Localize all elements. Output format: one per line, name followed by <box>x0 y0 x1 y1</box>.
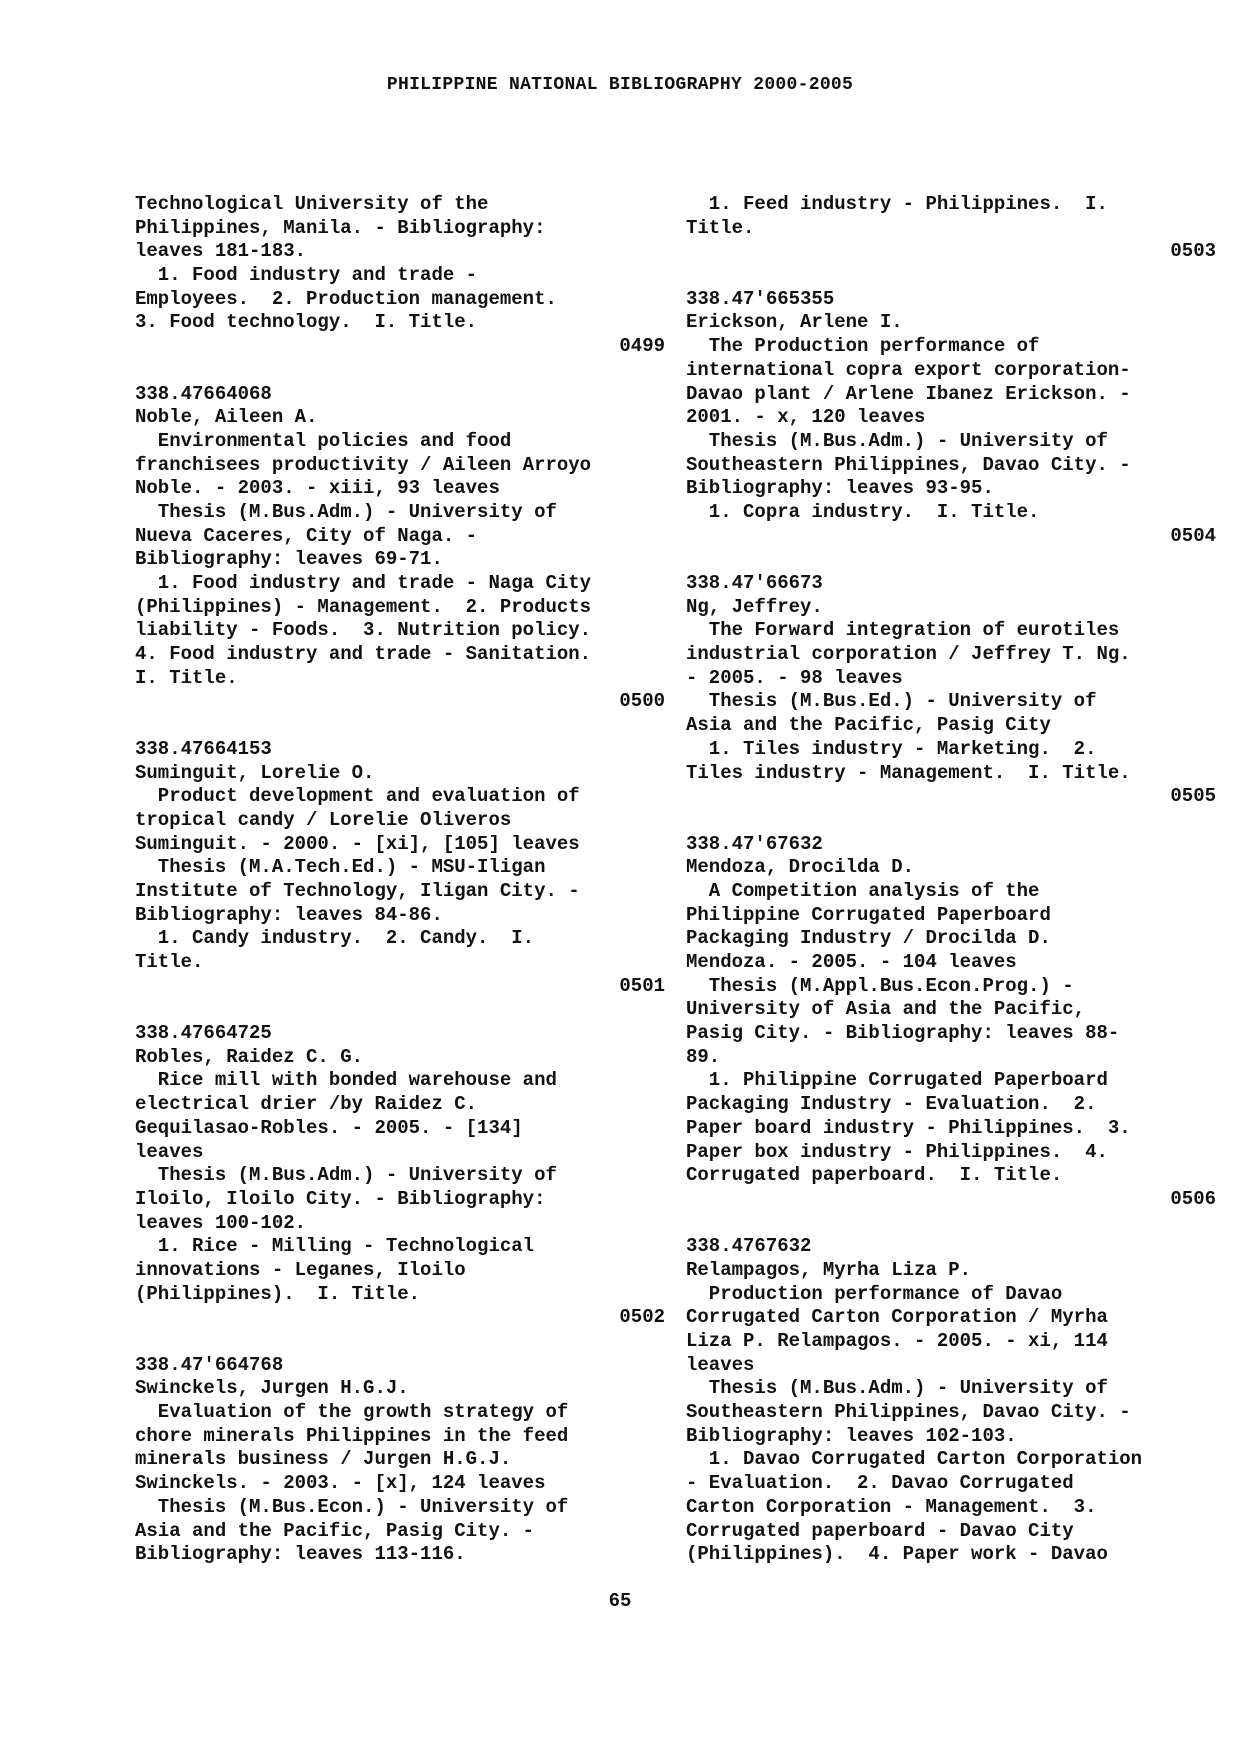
entry-line: 1. Food industry and trade - <box>135 264 478 287</box>
entry-line: 338.4767632 <box>686 1235 812 1258</box>
entry-line: Environmental policies and food <box>135 429 512 452</box>
entry-line: Asia and the Pacific, Pasig City <box>686 714 1051 737</box>
entry-line: Thesis (M.Appl.Bus.Econ.Prog.) - <box>686 974 1074 997</box>
entry-line: 1. Tiles industry - Marketing. 2. <box>686 737 1097 760</box>
entry-line: 338.47'67632 <box>686 832 823 855</box>
blank-line <box>135 359 665 383</box>
right-column <box>686 193 1216 1567</box>
entry-line: Suminguit, Lorelie O. <box>135 761 375 784</box>
entry-line: Suminguit. - 2000. - [xi], [105] leaves <box>135 832 580 855</box>
entry-line: Product development and evaluation of <box>135 785 580 808</box>
entry-line: 338.47'664768 <box>135 1353 284 1376</box>
entry-line: 1. Philippine Corrugated Paperboard <box>686 1069 1108 1092</box>
entry-line: Technological University of the <box>135 193 489 215</box>
entry-line: 338.47664068 <box>135 382 272 405</box>
entry-line: A Competition analysis of the <box>686 879 1040 902</box>
entry-line: Mendoza, Drocilda D. <box>686 856 915 879</box>
blank-line <box>135 714 665 738</box>
entry-line: 2001. - x, 120 leaves <box>686 406 926 429</box>
blank-line <box>686 264 1216 288</box>
entry-line: Davao plant / Arlene Ibanez Erickson. - <box>686 382 1131 405</box>
entry-line: Ng, Jeffrey. <box>686 595 823 618</box>
entry-line: leaves <box>686 1353 755 1376</box>
entry-number: 0499 <box>619 335 665 358</box>
entry-line: 1. Feed industry - Philippines. I. <box>686 193 1108 215</box>
entry-line: 1. Davao Corrugated Carton Corporation <box>686 1448 1143 1471</box>
entry-number: 0503 <box>1170 240 1216 263</box>
entry-line: Thesis (M.Bus.Adm.) - University of <box>135 1164 557 1187</box>
entry-line: Southeastern Philippines, Davao City. - <box>686 1401 1131 1424</box>
entry-line: Bibliography: leaves 102-103. <box>686 1424 1017 1447</box>
entry-line: I. Title. <box>135 666 238 689</box>
entry-number: 0502 <box>619 1306 665 1329</box>
entry-line: 338.47664153 <box>135 737 272 760</box>
blank-line <box>135 998 665 1022</box>
entry-line: Institute of Technology, Iligan City. - <box>135 879 580 902</box>
entry-line: Swinckels, Jurgen H.G.J. <box>135 1377 409 1400</box>
entry-line: 89. <box>686 1045 721 1068</box>
entry-line: Evaluation of the growth strategy of <box>135 1401 569 1424</box>
entry-line: Tiles industry - Management. I. Title. <box>686 761 1131 784</box>
entry-line: industrial corporation / Jeffrey T. Ng. <box>686 643 1131 666</box>
entry-number: 0500 <box>619 690 665 713</box>
entry-line: (Philippines). 4. Paper work - Davao <box>686 1543 1108 1566</box>
entry-line: international copra export corporation- <box>686 358 1131 381</box>
entry-line: (Philippines). I. Title. <box>135 1282 421 1305</box>
entry-line: 338.47'665355 <box>686 287 835 310</box>
entry-line: Bibliography: leaves 69-71. <box>135 548 443 571</box>
entry-line: liability - Foods. 3. Nutrition policy. <box>135 619 592 642</box>
entry-line: Corrugated Carton Corporation / Myrha <box>686 1306 1108 1329</box>
entry-line: 338.47'66673 <box>686 572 823 594</box>
entry-line: franchisees productivity / Aileen Arroyo <box>135 453 592 476</box>
entry-line: Packaging Industry - Evaluation. 2. <box>686 1093 1097 1116</box>
blank-line <box>135 1330 665 1354</box>
entry-line: leaves 181-183. <box>135 240 307 263</box>
entry-line: Noble, Aileen A. <box>135 406 318 429</box>
entry-line: Corrugated paperboard. I. Title. <box>686 1164 1063 1187</box>
entry-line: Thesis (M.Bus.Ed.) - University of <box>686 690 1097 713</box>
entry-line: Liza P. Relampagos. - 2005. - xi, 114 <box>686 1330 1108 1352</box>
entry-line: Bibliography: leaves 113-116. <box>135 1543 466 1566</box>
entry-line: 4. Food industry and trade - Sanitation. <box>135 643 592 666</box>
entry-line: Bibliography: leaves 84-86. <box>135 903 443 926</box>
entry-line: innovations - Leganes, Iloilo <box>135 1258 466 1281</box>
entry-number: 0504 <box>1170 524 1216 547</box>
entry-line: Employees. 2. Production management. <box>135 287 557 310</box>
entry-line: - Evaluation. 2. Davao Corrugated <box>686 1472 1074 1495</box>
entry-line: Pasig City. - Bibliography: leaves 88- <box>686 1022 1120 1045</box>
entry-line: Carton Corporation - Management. 3. <box>686 1495 1097 1518</box>
entry-line: leaves <box>135 1140 204 1163</box>
entry-line: Thesis (M.Bus.Adm.) - University of <box>686 1377 1108 1400</box>
entry-number: 0501 <box>619 974 665 997</box>
entry-line: leaves 100-102. <box>135 1211 307 1234</box>
page-header: PHILIPPINE NATIONAL BIBLIOGRAPHY 2000-2005 <box>386 75 854 95</box>
entry-line: 338.47664725 <box>135 1022 272 1045</box>
entry-line: Philippine Corrugated Paperboard <box>686 903 1051 926</box>
entry-line: Philippines, Manila. - Bibliography: <box>135 216 546 239</box>
entry-line: Thesis (M.Bus.Econ.) - University of <box>135 1495 569 1518</box>
entry-line: 3. Food technology. I. Title. <box>135 311 478 334</box>
entry-line: Relampagos, Myrha Liza P. <box>686 1258 972 1281</box>
entry-line: Iloilo, Iloilo City. - Bibliography: <box>135 1187 546 1210</box>
entry-line: Nueva Caceres, City of Naga. - <box>135 524 478 547</box>
entry-line: 1. Rice - Milling - Technological <box>135 1235 535 1258</box>
entry-number: 0506 <box>1170 1187 1216 1210</box>
entry-line: The Forward integration of eurotiles <box>686 619 1120 642</box>
entry-line: 1. Food industry and trade - Naga City <box>135 572 592 594</box>
entry-line: Mendoza. - 2005. - 104 leaves <box>686 951 1017 973</box>
entry-number: 0505 <box>1170 785 1216 808</box>
entry-line: electrical drier /by Raidez C. <box>135 1093 478 1116</box>
entry-line: University of Asia and the Pacific, <box>686 998 1086 1021</box>
entry-line: 1. Candy industry. 2. Candy. I. <box>135 927 535 950</box>
entry-line: Corrugated paperboard - Davao City <box>686 1519 1074 1542</box>
blank-line <box>686 1212 1216 1236</box>
entry-line: Thesis (M.A.Tech.Ed.) - MSU-Iligan <box>135 856 546 879</box>
entry-line: Southeastern Philippines, Davao City. - <box>686 453 1131 476</box>
entry-line: Bibliography: leaves 93-95. <box>686 477 994 500</box>
blank-line <box>686 548 1216 572</box>
entry-line: Thesis (M.Bus.Adm.) - University of <box>135 500 557 523</box>
entry-line: Robles, Raidez C. G. <box>135 1045 364 1068</box>
entry-line: minerals business / Jurgen H.G.J. <box>135 1448 512 1471</box>
entry-line: chore minerals Philippines in the feed <box>135 1424 569 1447</box>
blank-line <box>686 809 1216 833</box>
entry-line: Paper box industry - Philippines. 4. <box>686 1140 1108 1163</box>
entry-line: Packaging Industry / Drocilda D. <box>686 927 1051 950</box>
page-number: 65 <box>608 1590 632 1612</box>
entry-line: The Production performance of <box>686 335 1040 358</box>
entry-line: Erickson, Arlene I. <box>686 311 903 334</box>
entry-line: Swinckels. - 2003. - [x], 124 leaves <box>135 1472 546 1495</box>
entry-line: Title. <box>135 951 204 973</box>
entry-line: tropical candy / Lorelie Oliveros <box>135 808 512 831</box>
entry-line: Title. <box>686 216 755 239</box>
entry-line: Paper board industry - Philippines. 3. <box>686 1116 1131 1139</box>
entry-line: - 2005. - 98 leaves <box>686 666 903 689</box>
entry-line: Asia and the Pacific, Pasig City. - <box>135 1519 535 1542</box>
entry-line: Production performance of Davao <box>686 1282 1063 1305</box>
entry-line: Gequilasao-Robles. - 2005. - [134] <box>135 1116 523 1139</box>
left-column <box>135 193 665 1567</box>
entry-line: (Philippines) - Management. 2. Products <box>135 595 592 618</box>
entry-line: Rice mill with bonded warehouse and <box>135 1069 557 1092</box>
entry-line: Noble. - 2003. - xiii, 93 leaves <box>135 477 500 500</box>
entry-line: Thesis (M.Bus.Adm.) - University of <box>686 429 1108 452</box>
entry-line: 1. Copra industry. I. Title. <box>686 500 1040 523</box>
